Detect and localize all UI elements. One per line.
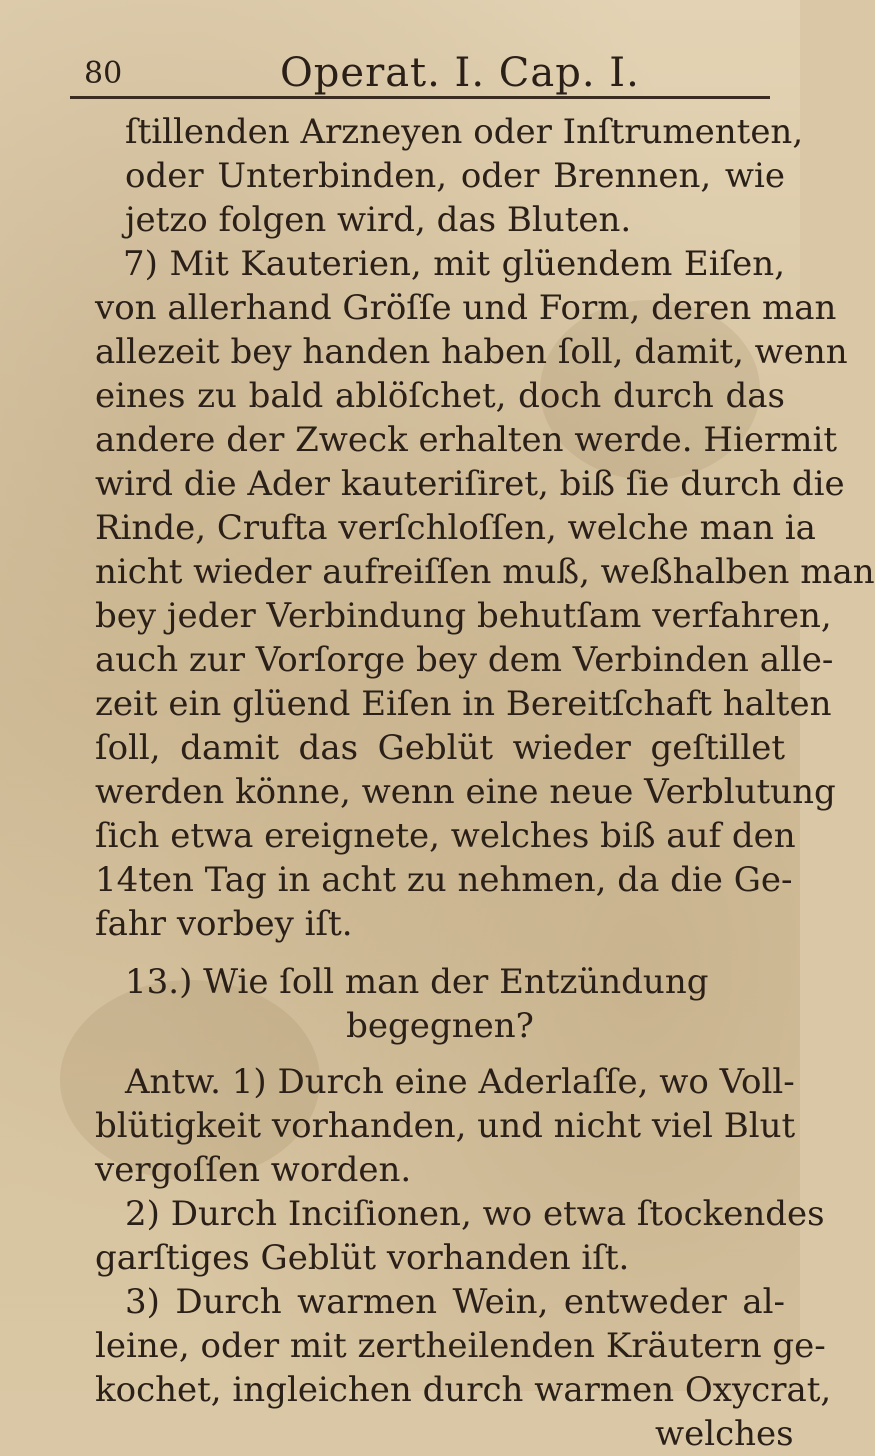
- running-title: Operat. I. Cap. I.: [280, 50, 640, 96]
- text-line: blütigkeit vorhanden, und nicht viel Blut: [95, 1106, 796, 1146]
- text-line: andere der Zweck erhalten werde. Hiermit: [95, 420, 838, 460]
- text-line: fahr vorbey iſt.: [95, 904, 353, 944]
- text-line: allezeit bey handen haben ſoll, damit, wenn: [95, 332, 848, 372]
- text-line: ſoll, damit das Geblüt wieder geſtillet: [95, 728, 785, 768]
- text-line: oder Unterbinden, oder Brennen, wie: [125, 156, 785, 196]
- text-line: von allerhand Gröſſe und Form, deren man: [95, 288, 837, 328]
- text-line: 14ten Tag in acht zu nehmen, da die Ge-: [95, 860, 793, 900]
- text-line: bey jeder Verbindung behutſam verfahren,: [95, 596, 832, 636]
- text-line: ſich etwa ereignete, welches biß auf den: [95, 816, 796, 856]
- text-line: zeit ein glüend Eiſen in Bereitſchaft halten: [95, 684, 832, 724]
- question-heading-cont: begegnen?: [346, 1006, 534, 1046]
- text-line: Antw. 1) Durch eine Aderlaſſe, wo Voll-: [125, 1062, 795, 1102]
- question-heading: 13.) Wie ſoll man der Entzündung: [125, 962, 709, 1002]
- text-line: jetzo folgen wird, das Bluten.: [125, 200, 632, 240]
- header-rule: [70, 96, 770, 99]
- text-line: nicht wieder aufreiſſen muß, weßhalben man: [95, 552, 875, 592]
- catchword: welches: [655, 1414, 794, 1454]
- text-line: garſtiges Geblüt vorhanden iſt.: [95, 1238, 630, 1278]
- text-line: 2) Durch Inciſionen, wo etwa ſtockendes: [125, 1194, 825, 1234]
- text-line: vergoſſen worden.: [95, 1150, 412, 1190]
- text-line: ſtillenden Arzneyen oder Inſtrumenten,: [125, 112, 804, 152]
- page-number: 80: [84, 56, 123, 91]
- text-line: 3) Durch warmen Wein, entweder al-: [125, 1282, 785, 1322]
- text-line: eines zu bald ablöſchet, doch durch das: [95, 376, 785, 416]
- text-line: auch zur Vorſorge bey dem Verbinden alle-: [95, 640, 834, 680]
- text-line: 7) Mit Kauterien, mit glüendem Eiſen,: [123, 244, 785, 284]
- text-line: leine, oder mit zertheilenden Kräutern ge-: [95, 1326, 826, 1366]
- text-line: kochet, ingleichen durch warmen Oxycrat,: [95, 1370, 832, 1410]
- text-line: wird die Ader kauteriſiret, biß ſie durch die: [95, 464, 845, 504]
- page-header: [70, 50, 770, 96]
- text-line: werden könne, wenn eine neue Verblutung: [95, 772, 836, 812]
- text-line: Rinde, Crufta verſchloſſen, welche man ia: [95, 508, 816, 548]
